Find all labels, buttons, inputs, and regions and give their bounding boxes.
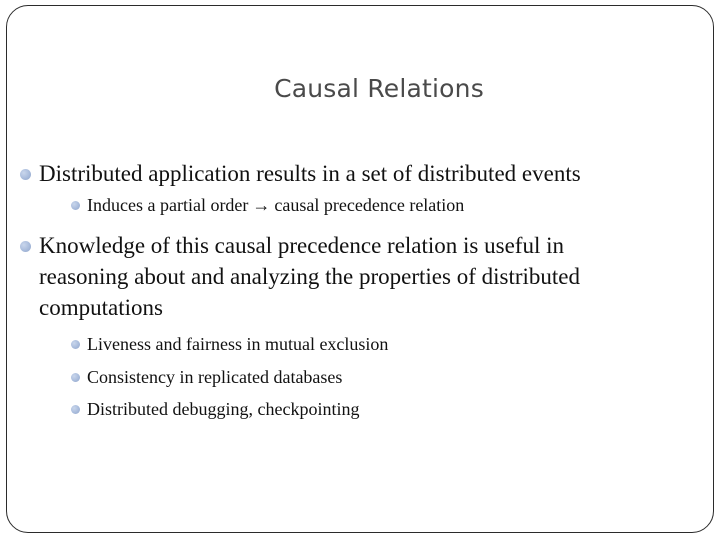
sub-bullet-item [71, 393, 359, 425]
bullet-text: Distributed application results in a set of distributed events [39, 161, 581, 186]
sub-bullet-text: Distributed debugging, checkpointing [87, 399, 360, 419]
slide-body [7, 6, 715, 534]
sub-bullet-text-before: Induces a partial order [87, 195, 249, 215]
bullet-item [20, 158, 581, 189]
sub-bullet-text [87, 189, 464, 221]
sub-bullet-text-after: causal precedence relation [274, 195, 465, 215]
bullet-text-line: reasoning about and analyzing the properties of distributed [39, 264, 580, 289]
slide-frame [6, 5, 714, 533]
sub-bullet-text: Liveness and fairness in mutual exclusion [87, 334, 389, 354]
bullet-text [39, 230, 580, 323]
bullet-item [20, 230, 580, 323]
bullet-dot-icon [71, 405, 80, 414]
bullet-dot-icon [71, 201, 80, 210]
sub-bullet-item [71, 361, 342, 393]
bullet-text-line: Knowledge of this causal precedence relation is useful in [39, 233, 564, 258]
bullet-dot-icon [20, 169, 31, 180]
bullet-dot-icon [71, 373, 80, 382]
bullet-dot-icon [71, 340, 80, 349]
sub-bullet-text: Consistency in replicated databases [87, 367, 343, 387]
right-arrow-icon: → [252, 195, 271, 215]
bullet-dot-icon [20, 241, 31, 252]
sub-bullet-item [71, 328, 388, 360]
bullet-text-line: computations [39, 295, 163, 320]
sub-bullet-item [71, 189, 464, 221]
slide-title: Causal Relations [274, 74, 484, 103]
